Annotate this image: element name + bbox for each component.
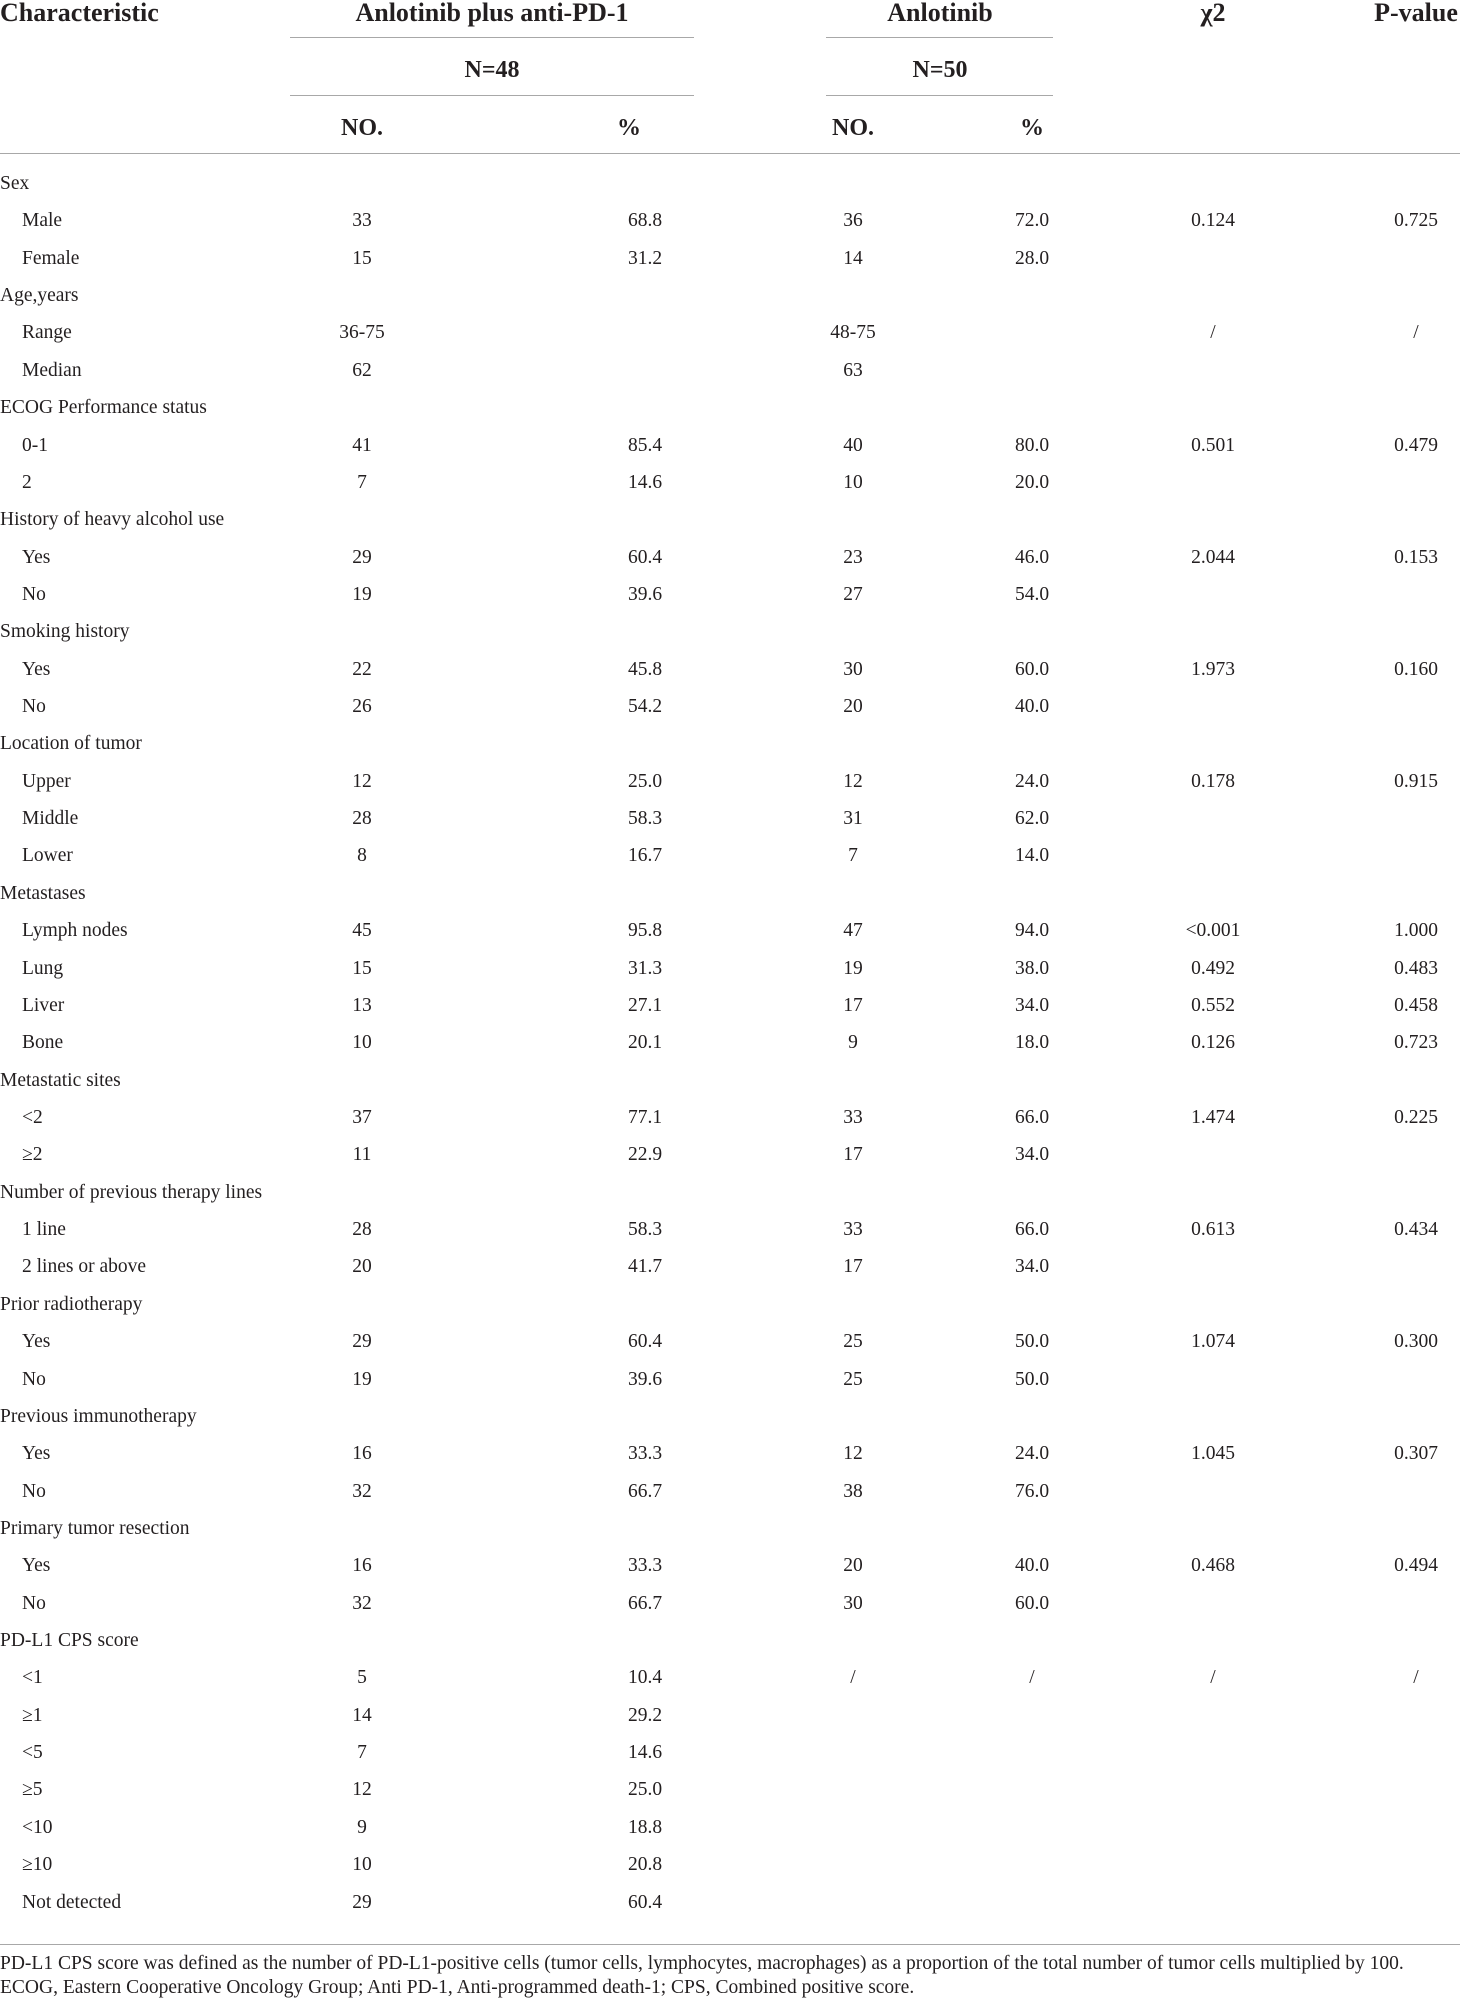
group2-count: 63 — [843, 359, 863, 381]
group1-percent: 39.6 — [627, 583, 663, 605]
group2-percent: 34.0 — [1014, 1144, 1050, 1166]
group1-percent: 31.2 — [627, 247, 663, 269]
row-label: ≥2 — [22, 1144, 43, 1166]
group2-percent: 62.0 — [1014, 808, 1050, 830]
section-header-row — [0, 1062, 1460, 1099]
chi2-value: 0.468 — [1191, 1555, 1235, 1577]
chi2-value: 0.501 — [1191, 434, 1235, 456]
row-label: <1 — [22, 1667, 43, 1689]
group2-no-label: NO. — [832, 115, 874, 141]
table-row — [0, 950, 1460, 987]
p-value: 0.725 — [1394, 210, 1438, 232]
row-label: Lung — [22, 957, 64, 979]
group1-count: 28 — [352, 808, 372, 830]
group1-underline — [290, 37, 694, 38]
group2-count: 12 — [843, 770, 863, 792]
group1-count: 32 — [352, 1592, 372, 1614]
group1-percent: 25.0 — [627, 1779, 663, 1801]
table-row — [0, 1734, 1460, 1771]
group2-percent: 50.0 — [1014, 1331, 1050, 1353]
group1-percent: 68.8 — [627, 210, 663, 232]
p-value: 0.458 — [1394, 994, 1438, 1016]
section-label: PD-L1 CPS score — [0, 1630, 139, 1652]
group1-percent: 10.4 — [627, 1667, 663, 1689]
p-value: 0.307 — [1394, 1443, 1438, 1465]
group2-count: 25 — [843, 1331, 863, 1353]
table-row — [0, 1473, 1460, 1510]
group1-count: 13 — [352, 994, 372, 1016]
section-label: Number of previous therapy lines — [0, 1181, 263, 1203]
row-label: No — [22, 696, 46, 718]
group2-underline — [826, 37, 1053, 38]
group1-count: 32 — [352, 1480, 372, 1502]
table-row — [0, 427, 1460, 464]
p-value: / — [1413, 322, 1419, 344]
table-row — [0, 352, 1460, 389]
group2-count: 10 — [843, 471, 863, 493]
group1-n-underline — [290, 95, 694, 96]
p-value: 0.723 — [1394, 1032, 1438, 1054]
group1-pct-label: % — [617, 115, 641, 141]
group1-percent: 25.0 — [627, 770, 663, 792]
row-label: Range — [22, 322, 72, 344]
table-row — [0, 240, 1460, 277]
group1-count: 12 — [352, 770, 372, 792]
row-label: <10 — [22, 1816, 53, 1838]
row-label: Yes — [22, 1331, 51, 1353]
group2-count: 14 — [843, 247, 863, 269]
header-chi2: χ2 — [1200, 0, 1226, 27]
group1-percent: 20.1 — [627, 1032, 663, 1054]
group1-count: 19 — [352, 583, 372, 605]
group2-percent: 20.0 — [1014, 471, 1050, 493]
chi2-value: 1.973 — [1191, 658, 1235, 680]
group1-count: 29 — [352, 546, 372, 568]
row-label: Liver — [22, 994, 65, 1016]
row-label: <2 — [22, 1107, 43, 1128]
group1-percent: 58.3 — [627, 808, 663, 830]
group2-count: 38 — [843, 1480, 863, 1502]
table-row — [0, 1771, 1460, 1808]
row-label: Lower — [22, 845, 73, 867]
group2-count: 23 — [843, 546, 863, 568]
table-row — [0, 1435, 1460, 1472]
header-group2: Anlotinib — [887, 0, 993, 27]
table-row — [0, 837, 1460, 874]
group2-percent: 50.0 — [1014, 1368, 1050, 1390]
table-row — [0, 576, 1460, 613]
group1-percent: 33.3 — [627, 1555, 663, 1577]
group2-count: 47 — [843, 920, 863, 942]
table-row — [0, 987, 1460, 1024]
group2-count: 20 — [843, 696, 863, 718]
section-header-row — [0, 613, 1460, 650]
table-row — [0, 1323, 1460, 1360]
group2-percent: 34.0 — [1014, 994, 1050, 1016]
table-row — [0, 1809, 1460, 1846]
group1-count: 29 — [352, 1331, 372, 1353]
chi2-value: 2.044 — [1191, 546, 1235, 568]
group1-count: 11 — [352, 1144, 372, 1166]
p-value: 0.300 — [1394, 1331, 1438, 1353]
group1-no-label: NO. — [341, 115, 383, 141]
row-label: Not detected — [22, 1891, 122, 1913]
section-label: Previous immunotherapy — [0, 1405, 197, 1427]
chi2-value: / — [1210, 1667, 1216, 1689]
group1-count: 10 — [352, 1032, 372, 1054]
group1-percent: 18.8 — [627, 1816, 663, 1838]
group2-count: 17 — [843, 994, 863, 1016]
row-label: ≥1 — [22, 1704, 43, 1726]
row-label: 2 — [22, 471, 32, 493]
table-row — [0, 651, 1460, 688]
group2-percent: / — [1029, 1667, 1035, 1689]
row-label: 0-1 — [22, 434, 48, 456]
group2-percent: 54.0 — [1014, 583, 1050, 605]
table-row — [0, 314, 1460, 351]
table-row — [0, 1585, 1460, 1622]
group2-count: 9 — [848, 1032, 858, 1054]
group2-percent: 14.0 — [1014, 845, 1050, 867]
section-header-row — [0, 501, 1460, 538]
group1-percent: 27.1 — [627, 994, 663, 1016]
section-header-row — [0, 1398, 1460, 1435]
group1-percent: 58.3 — [627, 1219, 663, 1241]
group1-count: 16 — [352, 1443, 372, 1465]
row-label: Median — [22, 359, 82, 381]
group1-percent: 54.2 — [627, 696, 663, 718]
chi2-value: 1.045 — [1191, 1443, 1235, 1465]
group1-percent: 60.4 — [627, 546, 663, 568]
group2-percent: 24.0 — [1014, 770, 1050, 792]
section-header-row — [0, 725, 1460, 762]
p-value: 0.434 — [1394, 1219, 1438, 1241]
group1-count: 9 — [357, 1816, 367, 1838]
group1-percent: 20.8 — [627, 1854, 663, 1876]
row-label: Lymph nodes — [22, 920, 128, 942]
group2-percent: 66.0 — [1014, 1219, 1050, 1241]
section-label: Metastatic sites — [0, 1069, 121, 1091]
group1-percent: 14.6 — [627, 471, 663, 493]
group2-count: 30 — [843, 658, 863, 680]
group1-count: 37 — [352, 1107, 372, 1128]
section-label: Prior radiotherapy — [0, 1293, 143, 1315]
group1-count: 5 — [357, 1667, 367, 1689]
table-row — [0, 1136, 1460, 1173]
group1-percent: 66.7 — [627, 1480, 663, 1502]
group2-percent: 94.0 — [1014, 920, 1050, 942]
row-label: No — [22, 1480, 46, 1502]
row-label: 1 line — [22, 1219, 66, 1241]
section-header-row — [0, 1510, 1460, 1547]
table-row — [0, 912, 1460, 949]
group2-count: 7 — [848, 845, 858, 867]
chi2-value: 0.126 — [1191, 1032, 1235, 1054]
group2-count: 40 — [843, 434, 863, 456]
chi2-value: <0.001 — [1185, 920, 1241, 942]
section-label: Sex — [0, 173, 30, 194]
chi2-value: 0.613 — [1191, 1219, 1235, 1241]
table-row — [0, 763, 1460, 800]
p-value: 0.160 — [1394, 658, 1438, 680]
section-header-row — [0, 1622, 1460, 1659]
table-row — [0, 1659, 1460, 1696]
chi2-value: 0.492 — [1191, 957, 1235, 979]
section-label: Primary tumor resection — [0, 1517, 190, 1539]
group1-count: 15 — [352, 957, 372, 979]
table-footnote: PD-L1 CPS score was defined as the number of PD-L1-positive cells (tumor cells, lymphocytes, macrophages) as a proportion of the total number of tumor cells multiplied by 100. ECOG, Eastern Cooperative Oncology Group; Anti PD-1, Anti-programmed death-1; CPS, Combined positive score. — [0, 1953, 1404, 1998]
row-label: 2 lines or above — [22, 1256, 147, 1278]
group2-percent: 72.0 — [1014, 210, 1050, 232]
section-header-row — [0, 277, 1460, 314]
group2-n-underline — [826, 95, 1053, 96]
group2-percent: 34.0 — [1014, 1256, 1050, 1278]
group2-count: 36 — [843, 210, 863, 232]
row-label: Yes — [22, 658, 51, 680]
group1-percent: 16.7 — [627, 845, 663, 867]
group2-percent: 66.0 — [1014, 1107, 1050, 1128]
table-row — [0, 800, 1460, 837]
group2-percent: 40.0 — [1014, 1555, 1050, 1577]
header-characteristic: Characteristic — [0, 0, 159, 27]
group2-count: 12 — [843, 1443, 863, 1465]
group2-percent: 18.0 — [1014, 1032, 1050, 1054]
chi2-value: 1.474 — [1191, 1107, 1235, 1128]
p-value: 0.479 — [1394, 434, 1438, 456]
row-label: Yes — [22, 1443, 51, 1465]
group1-percent: 95.8 — [627, 920, 663, 942]
group1-n: N=48 — [464, 57, 520, 83]
group1-percent: 85.4 — [627, 434, 663, 456]
group2-count: 31 — [843, 808, 863, 830]
group2-percent: 38.0 — [1014, 957, 1050, 979]
chi2-value: / — [1210, 322, 1216, 344]
group2-count: / — [850, 1667, 856, 1689]
group1-percent: 14.6 — [627, 1742, 663, 1764]
group1-count: 26 — [352, 696, 372, 718]
row-label: Bone — [22, 1032, 64, 1054]
p-value: 0.153 — [1394, 546, 1438, 568]
group1-percent: 66.7 — [627, 1592, 663, 1614]
table-row — [0, 1697, 1460, 1734]
section-label: Age,years — [0, 285, 79, 307]
section-header-row — [0, 1174, 1460, 1211]
group1-count: 16 — [352, 1555, 372, 1577]
group2-count: 17 — [843, 1144, 863, 1166]
p-value: 0.483 — [1394, 957, 1438, 979]
p-value: 0.225 — [1394, 1107, 1438, 1128]
group1-count: 10 — [352, 1854, 372, 1876]
group1-percent: 60.4 — [627, 1891, 663, 1913]
group1-percent: 31.3 — [627, 957, 663, 979]
table-row — [0, 464, 1460, 501]
table-row — [0, 202, 1460, 239]
row-label: ≥10 — [22, 1854, 53, 1876]
section-header-row — [0, 389, 1460, 426]
p-value: / — [1413, 1667, 1419, 1689]
table-row — [0, 1361, 1460, 1398]
group1-count: 45 — [352, 920, 372, 942]
header-pvalue: P-value — [1374, 0, 1458, 27]
group2-count: 20 — [843, 1555, 863, 1577]
table-row — [0, 1211, 1460, 1248]
group1-count: 7 — [357, 1742, 367, 1764]
table-row — [0, 539, 1460, 576]
group1-count: 36-75 — [339, 322, 385, 344]
row-label: Middle — [22, 808, 79, 830]
section-label: ECOG Performance status — [0, 397, 207, 419]
section-label: Metastases — [0, 882, 86, 904]
group2-percent: 76.0 — [1014, 1480, 1050, 1502]
group2-count: 33 — [843, 1107, 863, 1128]
group2-percent: 60.0 — [1014, 658, 1050, 680]
table-row — [0, 1846, 1460, 1883]
group1-count: 12 — [352, 1779, 372, 1801]
p-value: 0.915 — [1394, 770, 1438, 792]
group1-count: 33 — [352, 210, 372, 232]
row-label: Yes — [22, 546, 51, 568]
group1-count: 14 — [352, 1704, 372, 1726]
row-label: Male — [22, 210, 63, 232]
group2-count: 33 — [843, 1219, 863, 1241]
group2-n: N=50 — [912, 57, 968, 83]
group1-percent: 33.3 — [627, 1443, 663, 1465]
table-row — [0, 688, 1460, 725]
group1-count: 19 — [352, 1368, 372, 1390]
section-label: Location of tumor — [0, 733, 142, 755]
row-label: <5 — [22, 1742, 43, 1764]
section-label: Smoking history — [0, 621, 130, 643]
section-header-row — [0, 165, 1460, 202]
group2-percent: 24.0 — [1014, 1443, 1050, 1465]
section-label: History of heavy alcohol use — [0, 509, 225, 531]
header-rule — [0, 153, 1460, 154]
group1-percent: 60.4 — [627, 1331, 663, 1353]
group2-percent: 60.0 — [1014, 1592, 1050, 1614]
row-label: Yes — [22, 1555, 51, 1577]
group2-percent: 40.0 — [1014, 696, 1050, 718]
group2-percent: 46.0 — [1014, 546, 1050, 568]
group1-percent: 39.6 — [627, 1368, 663, 1390]
table-row — [0, 1099, 1460, 1136]
table-bottom-rule — [0, 1944, 1460, 1945]
row-label: ≥5 — [22, 1779, 43, 1801]
group1-count: 7 — [357, 471, 367, 493]
group1-percent: 45.8 — [627, 658, 663, 680]
group1-count: 20 — [352, 1256, 372, 1278]
section-header-row — [0, 875, 1460, 912]
row-label: No — [22, 1592, 46, 1614]
chi2-value: 1.074 — [1191, 1331, 1235, 1353]
p-value: 0.494 — [1394, 1555, 1438, 1577]
group1-count: 22 — [352, 658, 372, 680]
table-row — [0, 1884, 1460, 1921]
table-row — [0, 1024, 1460, 1061]
group1-count: 29 — [352, 1891, 372, 1913]
table-row — [0, 1547, 1460, 1584]
row-label: Female — [22, 247, 80, 269]
header-group1: Anlotinib plus anti-PD-1 — [355, 0, 629, 27]
chi2-value: 0.124 — [1191, 210, 1235, 232]
group1-percent: 77.1 — [627, 1107, 663, 1128]
group1-count: 62 — [352, 359, 372, 381]
group1-count: 15 — [352, 247, 372, 269]
group2-count: 17 — [843, 1256, 863, 1278]
group2-percent: 80.0 — [1014, 434, 1050, 456]
group1-percent: 41.7 — [627, 1256, 663, 1278]
group2-count: 19 — [843, 957, 863, 979]
section-header-row — [0, 1286, 1460, 1323]
row-label: No — [22, 1368, 46, 1390]
group1-percent: 22.9 — [627, 1144, 663, 1166]
group2-pct-label: % — [1020, 115, 1044, 141]
group2-percent: 28.0 — [1014, 247, 1050, 269]
group2-count: 27 — [843, 583, 863, 605]
group1-count: 41 — [352, 434, 372, 456]
group1-percent: 29.2 — [627, 1704, 663, 1726]
row-label: No — [22, 583, 46, 605]
table-row — [0, 1248, 1460, 1285]
row-label: Upper — [22, 770, 71, 792]
group2-count: 30 — [843, 1592, 863, 1614]
group1-count: 8 — [357, 845, 367, 867]
group1-count: 28 — [352, 1219, 372, 1241]
chi2-value: 0.552 — [1191, 994, 1235, 1016]
group2-count: 48-75 — [830, 322, 876, 344]
chi2-value: 0.178 — [1191, 770, 1235, 792]
group2-count: 25 — [843, 1368, 863, 1390]
p-value: 1.000 — [1394, 920, 1438, 942]
